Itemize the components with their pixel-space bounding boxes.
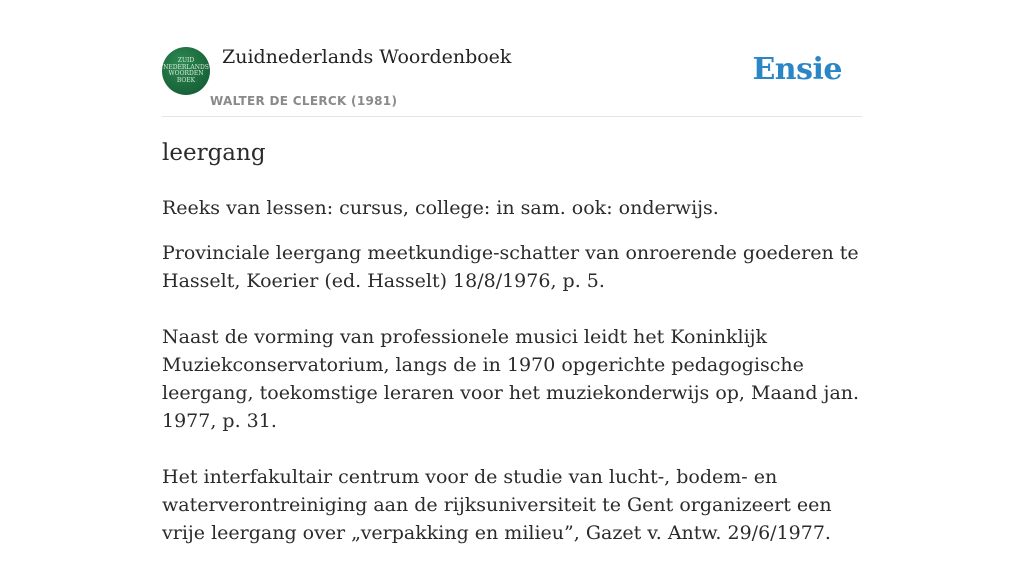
page-container (162, 0, 862, 544)
headword: leergang (162, 140, 266, 166)
quotation: Het interfakultair centrum voor de studie van lucht-, bodem- en waterverontreiniging aan de rijksuniversiteit te Gent organizeert een vrije leergang over „verpakking en milieu”, Gazet v. Antw. 29/6/1977. (162, 466, 832, 544)
dictionary-author: WALTER DE CLERCK (1981) (210, 94, 398, 108)
logo-line: BOEK (176, 76, 196, 84)
logo-line: NEDERLANDS (163, 63, 209, 71)
quotations (162, 239, 862, 575)
dictionary-title[interactable]: Zuidnederlands Woordenboek (222, 46, 512, 68)
logo-line: WOORDEN (168, 70, 204, 77)
logo-line: ZUID (177, 57, 195, 64)
header (162, 0, 862, 117)
brand-logo[interactable]: Ensie (752, 52, 842, 87)
quotation: Naast de vorming van professionele musici leidt het Koninklijk Muziekconservatorium, langs de in 1970 opgerichte pedagogische leergang, toekomstige leraren voor het muziekonderwijs op, Maand jan. 1977, p. 31. (162, 326, 860, 432)
quotation: Provinciale leergang meetkundige-schatter van onroerende goederen te Hasselt, Koerier (ed. Hasselt) 18/8/1976, p. 5. (162, 242, 859, 292)
dictionary-logo[interactable] (162, 47, 210, 95)
definition: Reeks van lessen: cursus, college: in sam. ook: onderwijs. (162, 197, 719, 219)
